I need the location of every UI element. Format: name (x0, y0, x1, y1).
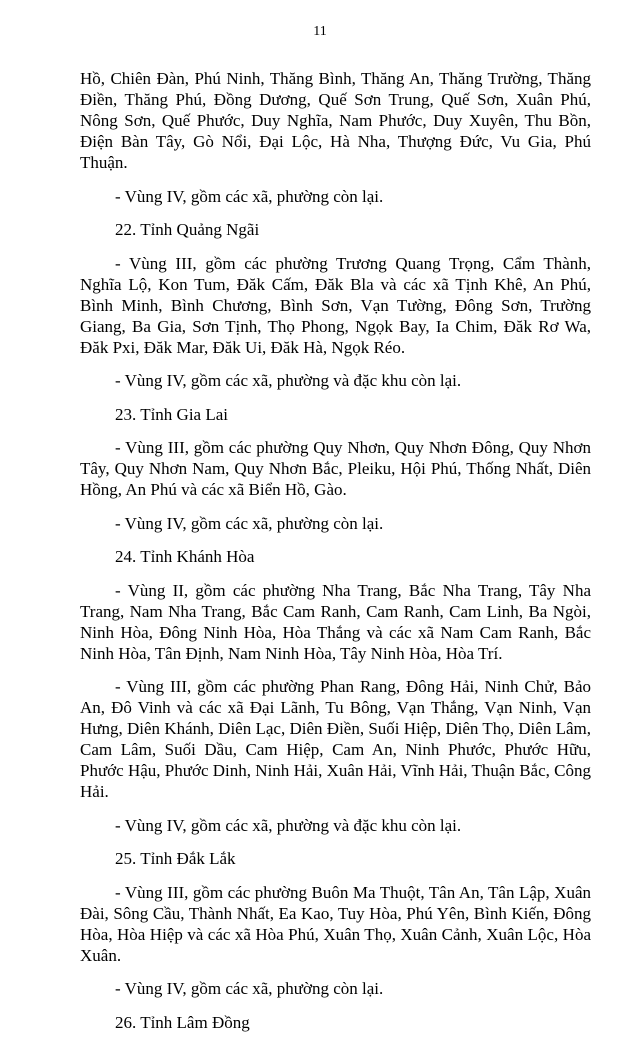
page-number: 11 (313, 24, 327, 39)
paragraph-gia-lai-zone-3: - Vùng III, gồm các phường Quy Nhơn, Quy Nhơn Đông, Quy Nhơn Tây, Quy Nhơn Nam, Quy Nhơn Bắc, Pleiku, Hội Phú, Thống Nhất, Diên Hồng, An Phú và các xã Biển Hồ, Gào. (80, 438, 591, 499)
section-heading-lam-dong: 26. Tỉnh Lâm Đồng (115, 1012, 250, 1032)
paragraph-gia-lai-zone-4: - Vùng IV, gồm các xã, phường còn lại. (115, 513, 384, 533)
document-body (80, 68, 591, 1045)
section-heading-dak-lak: 25. Tỉnh Đắk Lắk (115, 849, 236, 868)
section-heading-gia-lai: 23. Tỉnh Gia Lai (115, 404, 228, 424)
paragraph-khanh-hoa-zone-2: - Vùng II, gồm các phường Nha Trang, Bắc Nha Trang, Tây Nha Trang, Nam Nha Trang, Bắc Cam Ranh, Cam Ranh, Cam Linh, Ba Ngòi, Ninh Hòa, Đông Ninh Hòa, Hòa Thắng và các xã Nam Cam Ranh, Bắc Ninh Hòa, Tân Định, Nam Ninh Hòa, Tây Ninh Hòa, Hòa Trí. (80, 580, 591, 663)
paragraph-khanh-hoa-zone-3: - Vùng III, gồm các phường Phan Rang, Đông Hải, Ninh Chử, Bảo An, Đô Vinh và các xã Đại Lãnh, Tu Bông, Vạn Thắng, Vạn Ninh, Vạn Hưng, Diên Khánh, Diên Lạc, Diên Điền, Suối Hiệp, Diên Thọ, Diên Lâm, Cam Lâm, Suối Dầu, Cam Hiệp, Cam An, Ninh Phước, Phước Hữu, Phước Hậu, Phước Dinh, Ninh Hải, Xuân Hải, Vĩnh Hải, Thuận Bắc, Công Hải. (80, 677, 591, 801)
paragraph-quang-ngai-zone-4: - Vùng IV, gồm các xã, phường và đặc khu còn lại. (115, 371, 462, 390)
section-heading-khanh-hoa: 24. Tỉnh Khánh Hòa (115, 547, 255, 566)
paragraph-quang-ngai-zone-3: - Vùng III, gồm các phường Trương Quang Trọng, Cẩm Thành, Nghĩa Lộ, Kon Tum, Đăk Cấm, Đăk Bla và các xã Tịnh Khê, An Phú, Bình Minh, Bình Chương, Bình Sơn, Vạn Tường, Đông Sơn, Trường Giang, Ba Gia, Sơn Tịnh, Thọ Phong, Ngọk Bay, Ia Chim, Đăk Rơ Wa, Đăk Pxi, Đăk Mar, Đăk Ui, Đăk Hà, Ngọk Réo. (80, 253, 591, 357)
continued-paragraph: Hồ, Chiên Đàn, Phú Ninh, Thăng Bình, Thăng An, Thăng Trường, Thăng Điền, Thăng Phú, Đồng Dương, Quế Sơn Trung, Quế Sơn, Xuân Phú, Nông Sơn, Quế Phước, Duy Nghĩa, Nam Phước, Duy Xuyên, Thu Bồn, Điện Bàn Tây, Gò Nổi, Đại Lộc, Hà Nha, Thượng Đức, Vu Gia, Phú Thuận. (80, 69, 591, 172)
paragraph-khanh-hoa-zone-4: - Vùng IV, gồm các xã, phường và đặc khu còn lại. (115, 815, 462, 835)
paragraph-dak-lak-zone-3: - Vùng III, gồm các phường Buôn Ma Thuột, Tân An, Tân Lập, Xuân Đài, Sông Cầu, Thành Nhất, Ea Kao, Tuy Hòa, Phú Yên, Bình Kiến, Đông Hòa, Hòa Hiệp và các xã Hòa Phú, Xuân Thọ, Xuân Cảnh, Xuân Lộc, Hòa Xuân. (80, 882, 591, 965)
paragraph-quang-nam-zone-4: - Vùng IV, gồm các xã, phường còn lại. (115, 186, 384, 206)
section-heading-quang-ngai: 22. Tỉnh Quảng Ngãi (115, 220, 260, 239)
paragraph-dak-lak-zone-4: - Vùng IV, gồm các xã, phường còn lại. (115, 979, 384, 998)
